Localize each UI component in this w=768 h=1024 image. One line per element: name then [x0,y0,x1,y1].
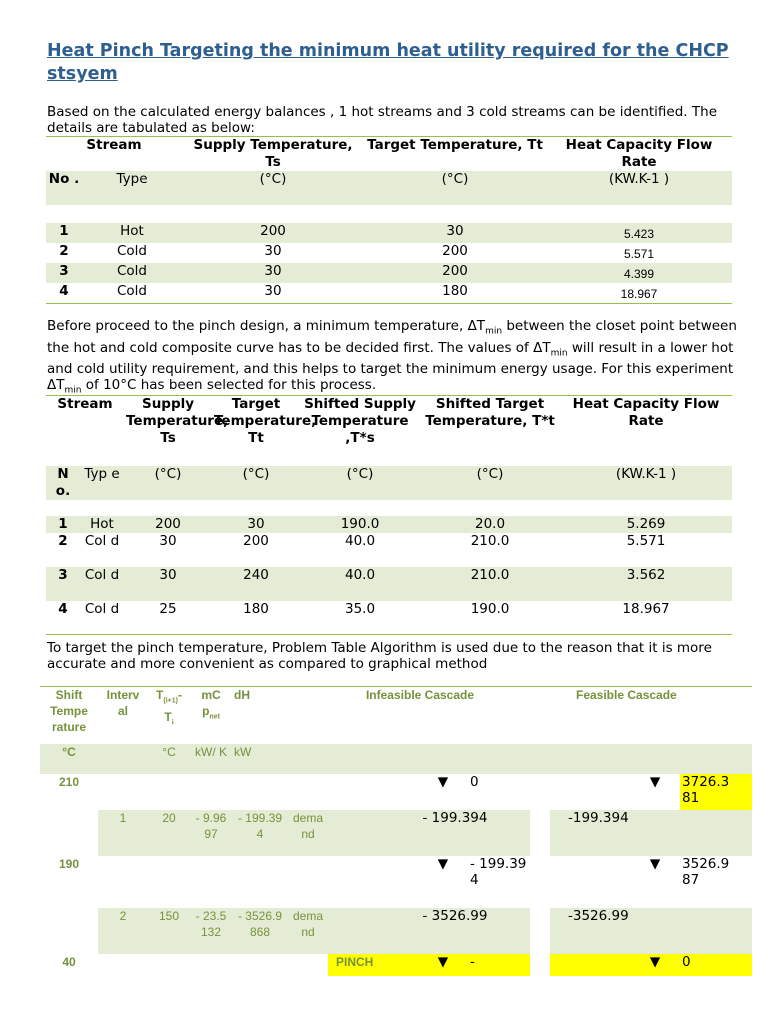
cell-target: 180 [212,601,300,635]
table-header-row [46,396,732,466]
cell-shifted-target: 190.0 [420,601,560,635]
header-mcp [190,687,232,744]
cell-supply: 200 [124,516,212,533]
header-stream: Stream [46,396,124,466]
table-row [46,516,732,533]
cell-type: Hot [80,516,124,533]
cell-shifted-target: 210.0 [470,532,510,549]
dt-label-b: - T [164,688,182,725]
pta-units-row [40,744,752,774]
min-subscript: min [485,326,503,337]
cell-type: Cold [82,283,182,304]
cell-supply: 25 [124,601,212,635]
table-row [46,243,732,263]
interval-dt: 20 [148,810,190,856]
problem-table [40,686,752,976]
cell-type: Col d [80,567,124,601]
table-row [46,223,732,243]
cell-no: 4 [46,601,80,635]
feasible-value: -3526.99 [550,908,680,954]
table-row [46,283,732,304]
cell-no: 2 [58,532,68,549]
header-target-temp: Target Temperature, Tt [212,396,300,466]
infeasible-value: - 199.394 [418,810,530,856]
table-subheader-row [46,171,732,205]
table-row [46,533,732,567]
stream-table-1 [46,136,732,304]
pta-row-210 [40,774,752,810]
page-title: Heat Pinch Targeting the minimum heat utility required for the CHCP stsyem [47,41,729,84]
cell-no: 4 [46,283,82,304]
down-arrow-icon: ▼ [437,855,449,872]
dt-subscript-2: i [171,719,174,727]
interval-dh: - 199.39 4 [232,810,288,856]
cell-no: 1 [46,516,80,533]
pta-header-row [40,687,752,744]
cell-flow: 5.269 [560,516,732,533]
cell-shifted-target: 20.0 [420,516,560,533]
cell-supply: 30 [182,283,364,304]
interval-mcp: - 23.5 132 [190,908,232,954]
cell-target: 30 [212,516,300,533]
sub-unit: (°C) [420,466,560,500]
table-row [46,567,732,601]
dtmin-paragraph [47,318,737,399]
sub-type: Typ e [80,466,124,500]
cell-type: Hot [82,223,182,243]
table-header-row [46,137,732,172]
sub-unit: (°C) [124,466,212,500]
pinch-label: PINCH [328,954,418,976]
header-shifted-supply: Shifted Supply Temperature ,T*s [300,396,420,466]
cell-no: 3 [46,567,80,601]
cell-flow: 4.399 [546,263,732,283]
interval-dh: - 3526.9 868 [232,908,288,954]
para2-text-d: of 10°C has been selected for this process. [81,377,377,394]
pta-row-190 [40,856,752,908]
cell-supply: 30 [182,263,364,283]
cell-type: Cold [117,243,148,259]
feasible-value: 3526.9 87 [682,855,730,888]
sub-unit-flow: (KW.K-1 ) [546,171,732,205]
pta-interval-1 [40,810,752,856]
cell-no: 2 [59,243,69,259]
header-stream: Stream [46,137,182,172]
table-row [46,263,732,283]
cell-no: 3 [46,263,82,283]
cell-no: 1 [46,223,82,243]
header-supply-temp: Supply Temperature, Ts [124,396,212,466]
interval-dt: 150 [148,908,190,954]
cell-supply: 30 [124,567,212,601]
sub-no: N o. [46,466,80,500]
cell-shifted-target: 210.0 [420,567,560,601]
header-heat-capacity: Heat Capacity Flow Rate [546,137,732,172]
cell-supply: 30 [159,532,177,549]
header-supply-temp: Supply Temperature, Ts [182,137,364,172]
table-subheader-row [46,466,732,500]
para2-text-a: Before proceed to the pinch design, a minimum temperature, ΔT [47,318,486,334]
spacer-row [46,205,732,223]
cell-shifted-supply: 35.0 [300,601,420,635]
dt-subscript: (i+1) [163,697,178,705]
infeasible-value: - 3526.99 [418,908,530,954]
down-arrow-icon: ▼ [437,773,449,790]
down-arrow-icon: ▼ [418,954,468,976]
header-shifted-target: Shifted Target Temperature, T*t [420,396,560,466]
sub-unit-supply: (°C) [182,171,364,205]
interval-number: 2 [98,908,148,954]
cell-type: Col d [80,601,124,635]
feasible-value: -199.394 [550,810,680,856]
interval-mcp: - 9.96 97 [190,810,232,856]
interval-note: dema nd [288,810,328,856]
cell-flow: 18.967 [560,601,732,635]
cell-shifted-supply: 40.0 [300,567,420,601]
down-arrow-icon: ▼ [649,773,661,790]
temp-190: 190 [58,856,80,871]
sub-unit-target: (°C) [364,171,546,205]
interval-note: dema nd [288,908,328,954]
header-feasible: Feasible Cascade [550,687,680,744]
table-row [46,601,732,635]
min-subscript: min [64,386,82,397]
cell-flow: 5.571 [626,532,666,549]
down-arrow-icon: ▼ [649,855,661,872]
cell-flow: 18.967 [546,283,732,304]
temp-40: 40 [62,954,76,969]
infeasible-value: - 199.39 4 [470,855,527,888]
temp-210: 210 [58,774,80,789]
header-target-temp: Target Temperature, Tt [364,137,546,172]
down-arrow-icon: ▼ [630,954,680,976]
feasible-value: 3726.3 81 [680,774,752,810]
para2-text-b: between the closet point between the hot and cold composite curve has to be decided first. The values of ΔT [47,318,737,356]
cell-flow: 5.571 [624,247,655,261]
cell-shifted-supply: 190.0 [300,516,420,533]
para2-text-c: will result in a lower hot and cold utility requirement, and this helps to target the minimum energy usage. For this experiment ΔT [47,339,734,394]
unit-dh: kW [232,744,288,774]
cell-flow: 3.562 [560,567,732,601]
header-dh: dH [232,687,288,744]
cell-type: Col d [84,532,120,549]
unit-mcp: kW/ K [190,744,232,774]
header-interval: Interv al [98,687,148,744]
cell-supply: 200 [182,223,364,243]
unit-dt: °C [148,744,190,774]
pta-row-40 [40,954,752,976]
cell-target: 180 [364,283,546,304]
interval-number: 1 [98,810,148,856]
cell-target: 200 [442,243,468,259]
min-subscript: min [550,348,568,359]
mcp-subscript: net [209,713,220,721]
sub-unit: (KW.K-1 ) [560,466,732,500]
spacer-row [46,500,732,516]
sub-type: Type [82,171,182,205]
cell-flow: 5.423 [546,223,732,243]
infeasible-value: - [468,954,530,976]
unit-shift: °C [40,744,98,774]
cell-supply: 30 [264,243,282,259]
header-heat-capacity: Heat Capacity Flow Rate [560,396,732,466]
header-infeasible: Infeasible Cascade [328,687,550,744]
sub-no: No . [46,171,82,205]
dt-label: T [156,688,164,702]
pta-paragraph: To target the pinch temperature, Problem Table Algorithm is used due to the reason that it is more accurate and more convenient as compared to graphical method [47,640,712,672]
header-shift-temp: Shift Tempe rature [40,687,98,744]
sub-unit: (°C) [300,466,420,500]
cell-target: 30 [364,223,546,243]
mcp-label: mC p [201,688,221,718]
intro-paragraph: Based on the calculated energy balances , 1 hot streams and 3 cold streams can be identified. The details are tabulated as below: [47,104,717,136]
infeasible-value: 0 [470,773,479,790]
header-dt [148,687,190,744]
cell-target: 200 [243,532,269,549]
cell-target: 240 [212,567,300,601]
feasible-value: 0 [680,954,752,976]
cell-shifted-supply: 40.0 [344,532,376,549]
cell-type: Cold [82,263,182,283]
cell-target: 200 [364,263,546,283]
sub-unit: (°C) [212,466,300,500]
stream-table-2 [46,395,732,635]
pta-interval-2 [40,908,752,954]
